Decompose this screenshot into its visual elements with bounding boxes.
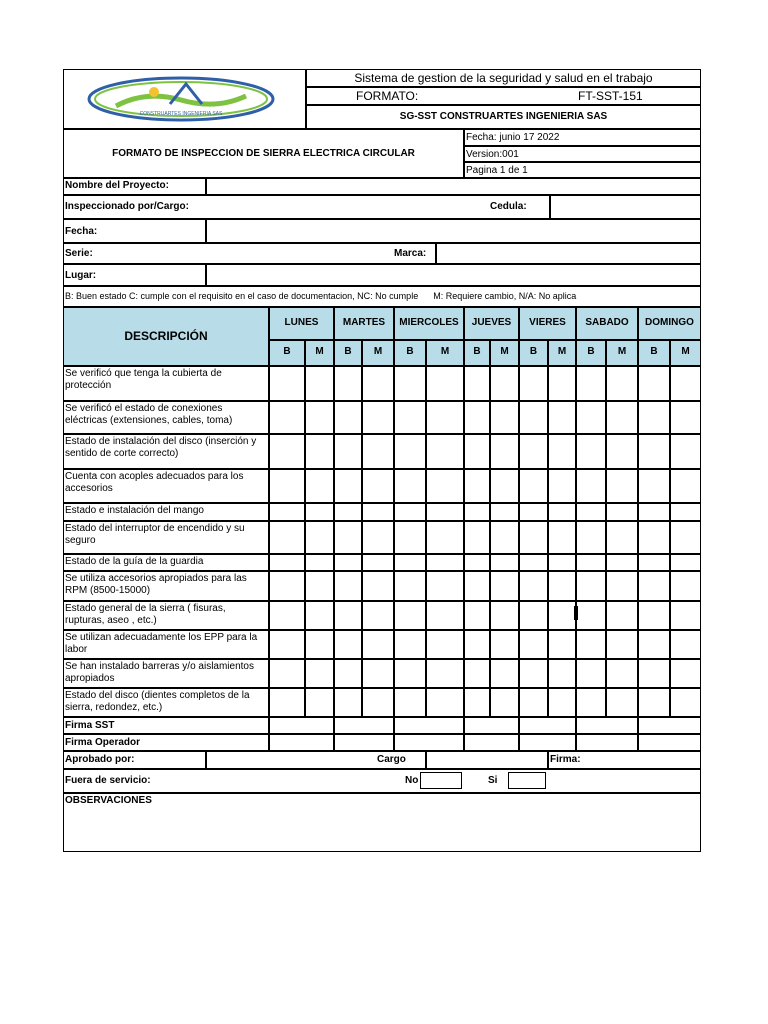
check-cell[interactable] (490, 469, 519, 503)
b-label: B (344, 346, 352, 357)
check-cell[interactable] (362, 521, 394, 554)
b-label: B (529, 346, 538, 357)
check-cell[interactable] (464, 601, 490, 630)
check-cell[interactable] (548, 366, 576, 401)
check-cell[interactable] (490, 401, 519, 434)
check-cell[interactable] (519, 571, 548, 601)
item-description: Se verificó que tenga la cubierta de protección (65, 368, 222, 391)
cargo-label: Cargo (377, 754, 406, 765)
b-label: B (283, 346, 291, 357)
check-cell[interactable] (519, 401, 548, 434)
company-logo (86, 76, 276, 122)
check-cell[interactable] (426, 401, 464, 434)
check-cell[interactable] (426, 434, 464, 469)
m-label: M (315, 346, 324, 357)
check-cell[interactable] (576, 503, 606, 521)
item-description: Estado del disco (dientes completos de la sierra, redondez, etc.) (65, 690, 250, 713)
check-cell[interactable] (464, 571, 490, 601)
check-cell[interactable] (464, 630, 490, 659)
check-cell[interactable] (362, 630, 394, 659)
m-label: M (557, 346, 567, 357)
observaciones-label: OBSERVACIONES (65, 795, 152, 806)
check-cell[interactable] (362, 366, 394, 401)
check-cell[interactable] (638, 521, 670, 554)
check-cell[interactable] (490, 571, 519, 601)
signature-cell[interactable] (269, 717, 334, 734)
check-cell[interactable] (519, 601, 548, 630)
m-label: M (500, 346, 509, 357)
check-cell[interactable] (464, 469, 490, 503)
check-cell[interactable] (606, 630, 638, 659)
check-cell[interactable] (394, 659, 426, 688)
check-cell[interactable] (576, 554, 606, 571)
check-cell[interactable] (548, 659, 576, 688)
check-cell[interactable] (490, 554, 519, 571)
check-cell[interactable] (269, 630, 305, 659)
cedula-field[interactable] (550, 195, 701, 219)
b-label: B (406, 346, 414, 357)
check-cell[interactable] (464, 503, 490, 521)
check-cell[interactable] (519, 366, 548, 401)
check-cell[interactable] (670, 503, 701, 521)
signature-cell[interactable] (394, 734, 464, 751)
check-cell[interactable] (305, 469, 334, 503)
item-description: Cuenta con acoples adecuados para los accesorios (65, 471, 244, 494)
check-cell[interactable] (394, 503, 426, 521)
logo-box (63, 69, 306, 129)
check-cell[interactable] (464, 659, 490, 688)
day-label: JUEVES (471, 317, 512, 328)
check-cell[interactable] (305, 503, 334, 521)
check-cell[interactable] (606, 521, 638, 554)
no-checkbox[interactable] (420, 772, 462, 789)
lugar-label: Lugar: (65, 270, 97, 281)
signature-cell[interactable] (638, 734, 701, 751)
check-cell[interactable] (334, 366, 362, 401)
signature-cell[interactable] (638, 717, 701, 734)
check-cell[interactable] (305, 401, 334, 434)
doc-version: Version:001 (466, 149, 519, 160)
check-cell[interactable] (394, 630, 426, 659)
m-label: M (681, 346, 690, 357)
check-cell[interactable] (576, 366, 606, 401)
check-cell[interactable] (426, 366, 464, 401)
m-label: M (440, 346, 450, 357)
check-cell[interactable] (426, 688, 464, 717)
check-cell[interactable] (394, 571, 426, 601)
check-cell[interactable] (490, 521, 519, 554)
company-name: SG-SST CONSTRUARTES INGENIERIA SAS (399, 111, 608, 122)
legend-text: B: Buen estado C: cumple con el requisito en el caso de documentacion, NC: No cumple M: Requiere cambio, N/A: No aplica (65, 291, 577, 301)
check-cell[interactable] (426, 554, 464, 571)
check-cell[interactable] (638, 571, 670, 601)
check-cell[interactable] (305, 630, 334, 659)
signature-cell[interactable] (576, 734, 638, 751)
check-cell[interactable] (426, 469, 464, 503)
check-cell[interactable] (362, 503, 394, 521)
check-cell[interactable] (638, 601, 670, 630)
check-cell[interactable] (670, 630, 701, 659)
item-description: Se verificó el estado de conexiones eléctricas (extensiones, cables, toma) (65, 403, 233, 426)
check-cell[interactable] (305, 434, 334, 469)
signature-cell[interactable] (576, 717, 638, 734)
firma-sst-label: Firma SST (65, 720, 115, 731)
signature-cell[interactable] (464, 734, 519, 751)
check-cell[interactable] (548, 554, 576, 571)
firma-field[interactable] (548, 751, 701, 769)
check-cell[interactable] (305, 601, 334, 630)
inspeccionado-label: Inspeccionado por/Cargo: (65, 201, 189, 212)
lugar-field[interactable] (206, 264, 701, 286)
doc-page: Pagina 1 de 1 (466, 165, 528, 176)
check-cell[interactable] (464, 688, 490, 717)
check-cell[interactable] (305, 688, 334, 717)
aprobado-label: Aprobado por: (65, 754, 135, 765)
check-cell[interactable] (548, 401, 576, 434)
doc-date: Fecha: junio 17 2022 (466, 132, 560, 143)
check-cell[interactable] (269, 503, 305, 521)
check-cell[interactable] (638, 630, 670, 659)
check-cell[interactable] (670, 434, 701, 469)
item-description: Estado general de la sierra ( fisuras, rupturas, aseo , etc.) (65, 603, 226, 626)
check-cell[interactable] (490, 601, 519, 630)
check-cell[interactable] (362, 688, 394, 717)
check-cell[interactable] (426, 659, 464, 688)
check-cell[interactable] (519, 521, 548, 554)
check-cell[interactable] (269, 366, 305, 401)
check-cell[interactable] (334, 601, 362, 630)
check-cell[interactable] (334, 688, 362, 717)
signature-cell[interactable] (519, 734, 576, 751)
check-cell[interactable] (519, 554, 548, 571)
form-title: FORMATO DE INSPECCION DE SIERRA ELECTRICA CIRCULAR (112, 148, 415, 159)
signature-cell[interactable] (334, 734, 394, 751)
check-cell[interactable] (426, 601, 464, 630)
check-cell[interactable] (334, 469, 362, 503)
check-cell[interactable] (490, 630, 519, 659)
check-cell[interactable] (394, 554, 426, 571)
signature-cell[interactable] (394, 717, 464, 734)
check-cell[interactable] (670, 571, 701, 601)
desc-header: DESCRIPCIÓN (124, 329, 208, 343)
check-cell[interactable] (519, 434, 548, 469)
check-cell[interactable] (394, 469, 426, 503)
marca-field[interactable] (436, 243, 701, 264)
check-cell[interactable] (519, 503, 548, 521)
check-cell[interactable] (362, 601, 394, 630)
cargo-field[interactable] (426, 751, 548, 769)
check-cell[interactable] (362, 659, 394, 688)
cedula-label: Cedula: (490, 201, 527, 212)
check-cell[interactable] (606, 571, 638, 601)
check-cell[interactable] (670, 688, 701, 717)
firma-operador-label: Firma Operador (65, 737, 141, 748)
item-description: Se han instalado barreras y/o aislamientos apropiados (65, 661, 254, 684)
check-cell[interactable] (548, 688, 576, 717)
check-cell[interactable] (490, 366, 519, 401)
check-cell[interactable] (362, 554, 394, 571)
check-cell[interactable] (606, 401, 638, 434)
observaciones-box[interactable] (63, 793, 701, 852)
b-label: B (473, 346, 481, 357)
check-cell[interactable] (548, 469, 576, 503)
check-cell[interactable] (490, 688, 519, 717)
check-cell[interactable] (269, 401, 305, 434)
check-cell[interactable] (638, 366, 670, 401)
check-cell[interactable] (576, 659, 606, 688)
check-cell[interactable] (519, 469, 548, 503)
check-cell[interactable] (490, 503, 519, 521)
check-cell[interactable] (670, 366, 701, 401)
day-label: DOMINGO (645, 317, 694, 328)
check-cell[interactable] (269, 434, 305, 469)
check-cell[interactable] (362, 469, 394, 503)
check-cell[interactable] (548, 601, 576, 630)
check-cell[interactable] (638, 401, 670, 434)
check-cell[interactable] (576, 521, 606, 554)
m-label: M (617, 346, 627, 357)
check-cell[interactable] (426, 503, 464, 521)
check-cell[interactable] (334, 503, 362, 521)
check-cell[interactable] (606, 601, 638, 630)
marca-label: Marca: (394, 248, 427, 259)
check-cell[interactable] (394, 366, 426, 401)
check-cell[interactable] (606, 434, 638, 469)
check-cell[interactable] (334, 434, 362, 469)
check-cell[interactable] (362, 434, 394, 469)
check-cell[interactable] (394, 521, 426, 554)
no-label: No (405, 775, 419, 786)
check-cell[interactable] (548, 571, 576, 601)
check-cell[interactable] (670, 521, 701, 554)
check-cell[interactable] (670, 659, 701, 688)
proyecto-label: Nombre del Proyecto: (65, 180, 169, 191)
check-cell[interactable] (362, 401, 394, 434)
check-cell[interactable] (426, 521, 464, 554)
day-label: MIERCOLES (399, 317, 459, 328)
check-cell[interactable] (334, 659, 362, 688)
serie-label: Serie: (65, 248, 93, 259)
check-cell[interactable] (638, 554, 670, 571)
item-description: Estado e instalación del mango (65, 505, 204, 516)
cursor-mark (574, 606, 578, 620)
check-cell[interactable] (638, 434, 670, 469)
check-cell[interactable] (606, 366, 638, 401)
check-cell[interactable] (269, 571, 305, 601)
firma-label: Firma: (550, 754, 581, 765)
check-cell[interactable] (576, 601, 606, 630)
check-cell[interactable] (576, 401, 606, 434)
check-cell[interactable] (426, 630, 464, 659)
check-cell[interactable] (606, 554, 638, 571)
check-cell[interactable] (464, 366, 490, 401)
check-cell[interactable] (394, 601, 426, 630)
check-cell[interactable] (670, 601, 701, 630)
check-cell[interactable] (519, 688, 548, 717)
check-cell[interactable] (576, 469, 606, 503)
check-cell[interactable] (670, 554, 701, 571)
check-cell[interactable] (519, 659, 548, 688)
check-cell[interactable] (394, 401, 426, 434)
check-cell[interactable] (670, 401, 701, 434)
proyecto-field[interactable] (206, 178, 701, 195)
si-checkbox[interactable] (508, 772, 546, 789)
system-title: Sistema de gestion de la seguridad y salud en el trabajo (354, 71, 653, 85)
check-cell[interactable] (606, 659, 638, 688)
fuera-label: Fuera de servicio: (65, 775, 151, 786)
check-cell[interactable] (269, 521, 305, 554)
formato-label: FORMATO: (356, 89, 419, 103)
check-cell[interactable] (426, 571, 464, 601)
check-cell[interactable] (305, 659, 334, 688)
check-cell[interactable] (548, 434, 576, 469)
check-cell[interactable] (334, 630, 362, 659)
check-cell[interactable] (305, 521, 334, 554)
check-cell[interactable] (670, 469, 701, 503)
check-cell[interactable] (464, 521, 490, 554)
check-cell[interactable] (269, 688, 305, 717)
check-cell[interactable] (548, 630, 576, 659)
check-cell[interactable] (334, 521, 362, 554)
check-cell[interactable] (490, 659, 519, 688)
si-label: Si (488, 775, 498, 786)
check-cell[interactable] (334, 554, 362, 571)
check-cell[interactable] (548, 503, 576, 521)
signature-cell[interactable] (334, 717, 394, 734)
m-label: M (373, 346, 383, 357)
check-cell[interactable] (334, 571, 362, 601)
item-description: Estado de instalación del disco (inserción y sentido de corte correcto) (65, 436, 257, 459)
check-cell[interactable] (576, 571, 606, 601)
check-cell[interactable] (394, 688, 426, 717)
check-cell[interactable] (269, 554, 305, 571)
check-cell[interactable] (362, 571, 394, 601)
check-cell[interactable] (269, 659, 305, 688)
item-description: Se utiliza accesorios apropiados para las RPM (8500-15000) (65, 573, 247, 596)
check-cell[interactable] (464, 554, 490, 571)
svg-text:CONSTRUARTES INGENIERIA SAS: CONSTRUARTES INGENIERIA SAS (139, 111, 223, 117)
item-description: Se utilizan adecuadamente los EPP para la labor (65, 632, 258, 655)
check-cell[interactable] (548, 521, 576, 554)
b-label: B (650, 346, 658, 357)
check-cell[interactable] (606, 688, 638, 717)
day-label: MARTES (342, 317, 386, 328)
check-cell[interactable] (464, 434, 490, 469)
check-cell[interactable] (269, 469, 305, 503)
check-cell[interactable] (519, 630, 548, 659)
check-cell[interactable] (606, 469, 638, 503)
day-label: LUNES (284, 317, 319, 328)
item-description: Estado de la guía de la guardia (65, 556, 204, 567)
check-cell[interactable] (638, 503, 670, 521)
check-cell[interactable] (638, 688, 670, 717)
check-cell[interactable] (305, 571, 334, 601)
check-cell[interactable] (464, 401, 490, 434)
check-cell[interactable] (334, 401, 362, 434)
fecha-label: Fecha: (65, 226, 98, 237)
formato-code: FT-SST-151 (578, 89, 643, 103)
signature-cell[interactable] (464, 717, 519, 734)
check-cell[interactable] (269, 601, 305, 630)
check-cell[interactable] (490, 434, 519, 469)
check-cell[interactable] (305, 554, 334, 571)
check-cell[interactable] (638, 469, 670, 503)
check-cell[interactable] (576, 688, 606, 717)
signature-cell[interactable] (519, 717, 576, 734)
b-label: B (587, 346, 595, 357)
day-label: VIERES (529, 317, 566, 328)
check-cell[interactable] (576, 434, 606, 469)
check-cell[interactable] (576, 630, 606, 659)
signature-cell[interactable] (269, 734, 334, 751)
check-cell[interactable] (394, 434, 426, 469)
item-description: Estado del interruptor de encendido y su seguro (65, 523, 245, 546)
check-cell[interactable] (638, 659, 670, 688)
check-cell[interactable] (606, 503, 638, 521)
fecha-field[interactable] (206, 219, 701, 243)
check-cell[interactable] (305, 366, 334, 401)
day-label: SABADO (585, 317, 629, 328)
